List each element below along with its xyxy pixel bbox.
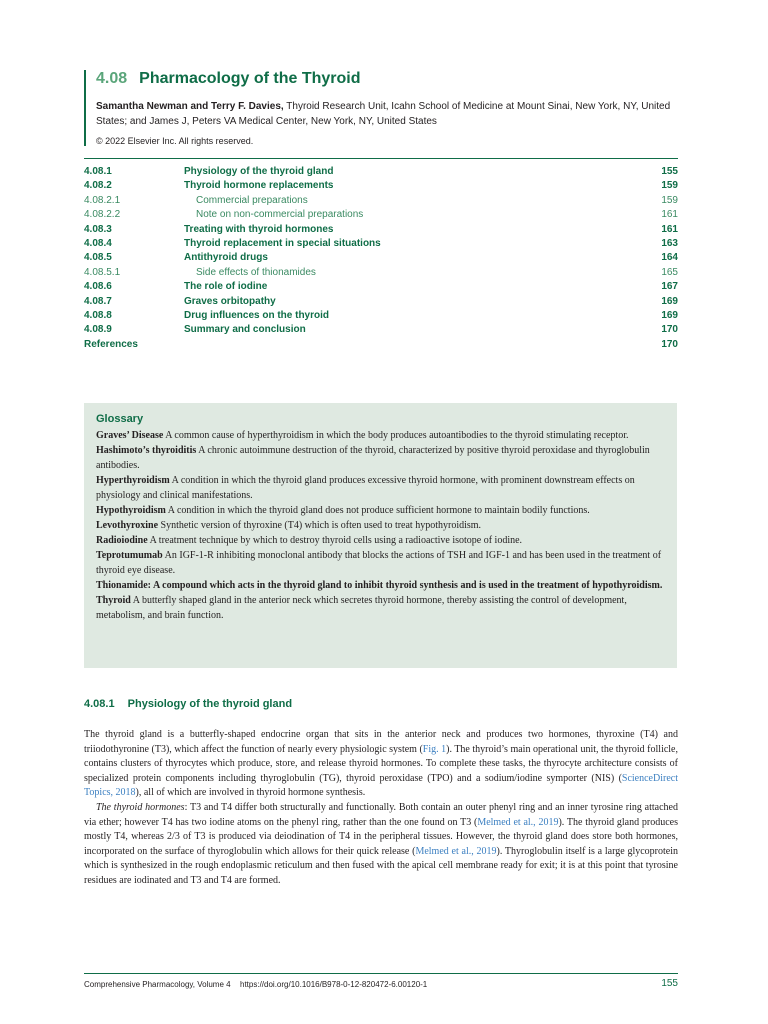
glossary-entry — [96, 533, 665, 548]
chapter-header — [84, 70, 684, 146]
page-number: 155 — [661, 978, 678, 989]
glossary-term: Hyperthyroidism — [96, 475, 170, 486]
glossary-definition: A chronic autoimmune destruction of the thyroid, characterized by positive thyroid peroxidase and thyroglobulin antibodies. — [96, 445, 650, 471]
toc-entry[interactable] — [84, 165, 678, 179]
toc-number: 4.08.4 — [84, 237, 112, 249]
glossary-term: Hashimoto’s thyroiditis — [96, 445, 197, 456]
section-number: 4.08.1 — [84, 698, 115, 710]
glossary-entry — [96, 428, 665, 443]
toc-entry[interactable] — [84, 338, 678, 352]
toc-label: Graves orbitopathy — [184, 295, 276, 307]
glossary-entry — [96, 473, 665, 503]
copyright: © 2022 Elsevier Inc. All rights reserved. — [96, 136, 254, 146]
citation-link[interactable]: Melmed et al., 2019 — [477, 816, 559, 828]
journal-name: Comprehensive Pharmacology, Volume 4 — [84, 980, 231, 989]
glossary-entry — [96, 503, 665, 518]
glossary-entry — [96, 593, 665, 623]
chapter-number: 4.08 — [96, 70, 128, 87]
author-names: Samantha Newman and Terry F. Davies, — [96, 101, 284, 112]
toc-entry[interactable] — [84, 251, 678, 265]
section-title: Physiology of the thyroid gland — [127, 698, 293, 710]
toc-label: Thyroid replacement in special situations — [184, 237, 381, 249]
toc-page: 169 — [661, 309, 678, 321]
body-text — [84, 728, 678, 889]
glossary-definition: An IGF-1-R inhibiting monoclonal antibody that blocks the actions of TSH and IGF-1 and has been used in the treatment of thyroid eye disease. — [96, 550, 662, 576]
toc-entry[interactable] — [84, 179, 678, 193]
section-heading — [84, 698, 292, 710]
glossary-heading: Glossary — [96, 413, 144, 425]
glossary-term: Levothyroxine — [96, 520, 159, 531]
glossary-definition: A condition in which the thyroid gland produces excessive thyroid hormone, with prominent downstream effects on physiology and clinical manifestations. — [96, 475, 635, 501]
text-run: ). Thyroglobulin itself is a large glycoprotein which is synthesized in the rough endoplasmic reticulum and then fused with the apical cell membrane ready for exit; it is at this point that tyrosine residues are iodinated and T3 and T4 are formed. — [84, 845, 678, 886]
toc-entry[interactable] — [84, 323, 678, 337]
toc-number: 4.08.8 — [84, 309, 112, 321]
toc-page: 161 — [661, 223, 678, 235]
glossary-entries — [96, 428, 665, 623]
footer-divider — [84, 973, 678, 974]
toc-page: 155 — [661, 166, 678, 177]
toc-number: 4.08.2.2 — [84, 209, 121, 221]
toc-page: 159 — [661, 194, 678, 206]
toc-page: 163 — [661, 237, 678, 249]
toc-page: 161 — [661, 209, 678, 221]
italic-lead: The thyroid hormones — [96, 801, 185, 813]
toc-label: Note on non-commercial preparations — [196, 209, 364, 221]
glossary-box — [84, 403, 677, 668]
toc-number: References — [84, 338, 138, 350]
citation-link[interactable]: ScienceDirect Topics, 2018 — [84, 772, 678, 799]
toc-label: Summary and conclusion — [184, 324, 306, 336]
toc-label: Thyroid hormone replacements — [184, 180, 334, 192]
paragraph-2 — [84, 801, 678, 889]
glossary-definition: A condition in which the thyroid gland does not produce sufficient hormone to maintain bodily functions. — [165, 505, 590, 516]
toc-number: 4.08.5 — [84, 252, 112, 264]
toc-page: 165 — [661, 266, 678, 278]
toc-page: 170 — [661, 324, 678, 336]
toc-number: 4.08.7 — [84, 295, 112, 307]
glossary-term: Hypothyroidism — [96, 505, 166, 516]
glossary-entry — [96, 443, 665, 473]
glossary-entry — [96, 578, 665, 593]
toc-entry[interactable] — [84, 295, 678, 309]
author-affiliation: Thyroid Research Unit, Icahn School of Medicine at Mount Sinai, New York, NY, United States; and James J, Peters VA Medical Center, New York, NY, United States — [96, 101, 671, 127]
toc-page: 169 — [661, 295, 678, 307]
toc-entry[interactable] — [84, 266, 678, 280]
toc-number: 4.08.3 — [84, 223, 112, 235]
toc-page: 170 — [661, 338, 678, 350]
glossary-term: Graves’ Disease — [96, 430, 164, 441]
toc-label: Antithyroid drugs — [184, 252, 268, 264]
glossary-definition: A common cause of hyperthyroidism in which the body produces autoantibodies to the thyroid stimulating receptor. — [163, 430, 629, 441]
toc-label: Physiology of the thyroid gland — [184, 166, 334, 177]
glossary-definition: Synthetic version of thyroxine (T4) which is often used to treat hypothyroidism. — [158, 520, 482, 531]
toc-entry[interactable] — [84, 237, 678, 251]
chapter-title-row — [96, 70, 684, 92]
author-line — [96, 99, 686, 129]
text-run: ), all of which are involved in thyroid hormone synthesis. — [135, 787, 366, 799]
paragraph-1 — [84, 728, 678, 801]
toc-entry[interactable] — [84, 194, 678, 208]
glossary-term: Thyroid — [96, 595, 131, 606]
glossary-term: Radioiodine — [96, 535, 148, 546]
citation-link[interactable]: Melmed et al., 2019 — [415, 845, 497, 857]
glossary-term: Teprotumumab — [96, 550, 163, 561]
toc-number: 4.08.2 — [84, 180, 112, 192]
toc-number: 4.08.2.1 — [84, 194, 121, 206]
text-run: ). The thyroid gland produces mostly T4, whereas 2/3 of T3 is produced via deiodination of T4 in the peripheral tissues. However, the thyroid gland does store both hormones, incorporated on the surface of thyroglobulin which allows for their quick release ( — [84, 816, 678, 857]
toc-label: Side effects of thionamides — [196, 266, 316, 278]
toc-number: 4.08.5.1 — [84, 266, 121, 278]
header-divider — [84, 158, 678, 159]
toc-entry[interactable] — [84, 309, 678, 323]
text-run: The thyroid gland is a butterfly-shaped endocrine organ that sits in the anterior neck and produces two hormones, thyroxine (T4) and triiodothyronine (T3), which affect the function of nearly every physiologic system ( — [84, 729, 678, 755]
table-of-contents — [84, 165, 678, 352]
toc-page: 164 — [661, 252, 678, 264]
text-run: ). The thyroid’s main operational unit, the thyroid follicle, contains clusters of thyrocytes which produce, store, and release thyroid hormones. To complete these tasks, the thyrocyte architecture consists of specialized protein components including thyroglobulin (TG), thyroid peroxidase (TPO) and a sodium/iodine symporter (NIS) ( — [84, 743, 678, 784]
toc-label: The role of iodine — [184, 281, 268, 293]
toc-entry[interactable] — [84, 208, 678, 222]
doi-link[interactable]: https://doi.org/10.1016/B978-0-12-820472-6.00120-1 — [240, 980, 428, 989]
glossary-definition: A treatment technique by which to destroy thyroid cells using a radioactive isotope of iodine. — [147, 535, 523, 546]
glossary-definition: A butterfly shaped gland in the anterior neck which secretes thyroid hormone, thereby assisting the control of development, metabolism, and brain function. — [96, 595, 627, 621]
glossary-entry — [96, 548, 665, 578]
toc-entry[interactable] — [84, 223, 678, 237]
text-run: : T3 and T4 differ both structurally and functionally. Both contain an outer phenyl ring and an inner tyrosine ring attached via ether; however T4 has two iodine atoms on the phenyl ring, rather than the one found on T3 ( — [84, 801, 678, 828]
toc-number: 4.08.9 — [84, 324, 112, 336]
toc-label: Drug influences on the thyroid — [184, 309, 330, 321]
toc-number: 4.08.6 — [84, 281, 112, 293]
toc-entry[interactable] — [84, 280, 678, 294]
glossary-term: Thionamide: A compound which acts in the thyroid gland to inhibit thyroid synthesis and is used in the treatment of hypothyroidism. — [96, 580, 663, 591]
toc-number: 4.08.1 — [84, 166, 112, 177]
chapter-title: Pharmacology of the Thyroid — [139, 70, 361, 87]
toc-label: Commercial preparations — [196, 194, 308, 206]
figure-link[interactable]: Fig. 1 — [422, 743, 447, 755]
glossary-entry — [96, 518, 665, 533]
toc-label: Treating with thyroid hormones — [184, 223, 334, 235]
toc-page: 159 — [661, 180, 678, 192]
toc-page: 167 — [661, 281, 678, 293]
